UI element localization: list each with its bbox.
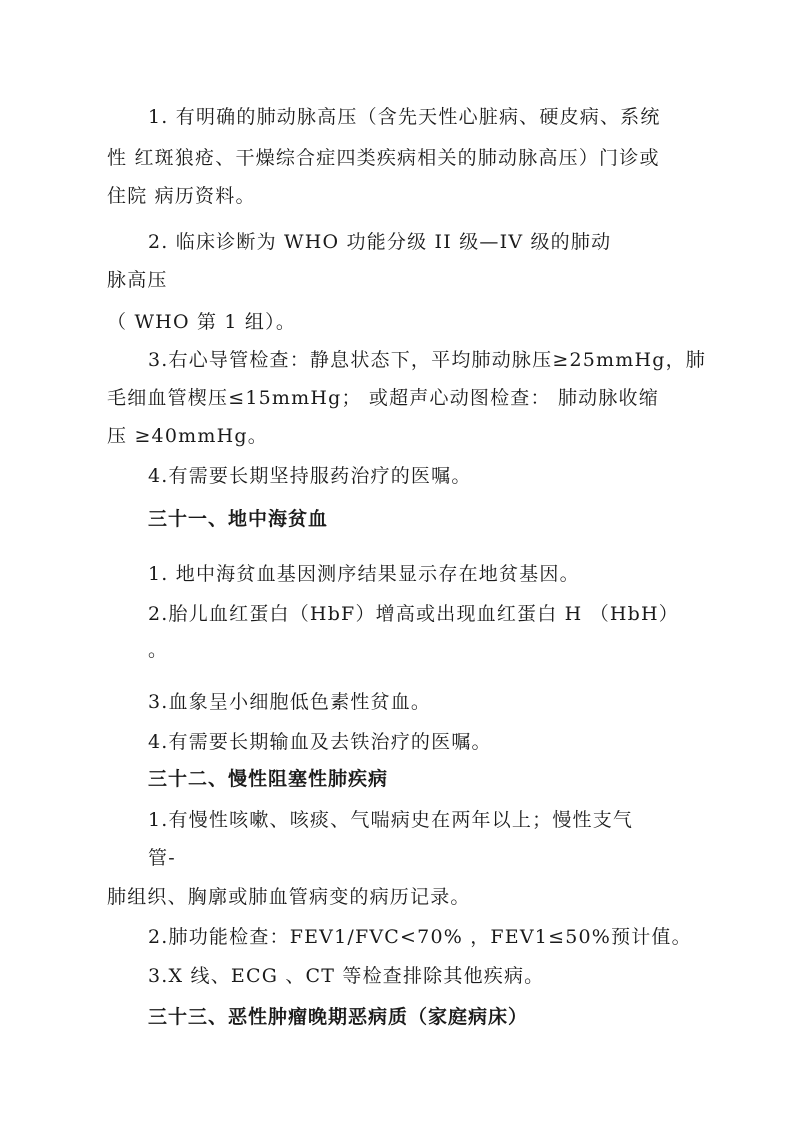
text-line: 住院 病历资料。 <box>107 185 256 207</box>
text-line: 4.有需要长期坚持服药治疗的医嘱。 <box>148 465 472 487</box>
text-line: 脉高压 <box>107 269 168 291</box>
text-line: （ WHO 第 1 组）。 <box>107 311 297 333</box>
section-heading: 三十三、恶性肿瘤晚期恶病质（家庭病床） <box>148 1006 529 1028</box>
text-line: 性 红斑狼疮、干燥综合症四类疾病相关的肺动脉高压）门诊或 <box>107 147 660 169</box>
text-line: 3.右心导管检查：静息状态下，平均肺动脉压≥25mmHg，肺 <box>148 349 706 371</box>
text-line: 1. 有明确的肺动脉高压（含先天性心脏病、硬皮病、系统 <box>148 106 661 128</box>
text-line: 2.肺功能检查：FEV1/FVC<70% ，FEV1≤50%预计值。 <box>148 926 692 948</box>
text-line: 3.X 线、ECG 、CT 等检查排除其他疾病。 <box>148 965 545 987</box>
text-line: 。 <box>148 639 169 661</box>
text-line: 1.有慢性咳嗽、咳痰、气喘病史在两年以上；慢性支气 <box>148 809 634 831</box>
text-line: 毛细血管楔压≤15mmHg； 或超声心动图检查： 肺动脉收缩 <box>107 387 659 409</box>
section-heading: 三十一、地中海贫血 <box>148 508 329 530</box>
text-line: 压 ≥40mmHg。 <box>107 425 268 447</box>
text-line: 4.有需要长期输血及去铁治疗的医嘱。 <box>148 731 492 753</box>
text-line: 管- <box>148 847 176 869</box>
text-line: 3.血象呈小细胞低色素性贫血。 <box>148 691 432 713</box>
text-line: 1. 地中海贫血基因测序结果显示存在地贫基因。 <box>148 563 580 585</box>
text-line: 2.胎儿血红蛋白（HbF）增高或出现血红蛋白 H （HbH） <box>148 603 679 625</box>
text-line: 2. 临床诊断为 WHO 功能分级 II 级—IV 级的肺动 <box>148 231 612 253</box>
section-heading: 三十二、慢性阻塞性肺疾病 <box>148 768 389 790</box>
text-line: 肺组织、胸廓或肺血管病变的病历记录。 <box>107 886 471 908</box>
